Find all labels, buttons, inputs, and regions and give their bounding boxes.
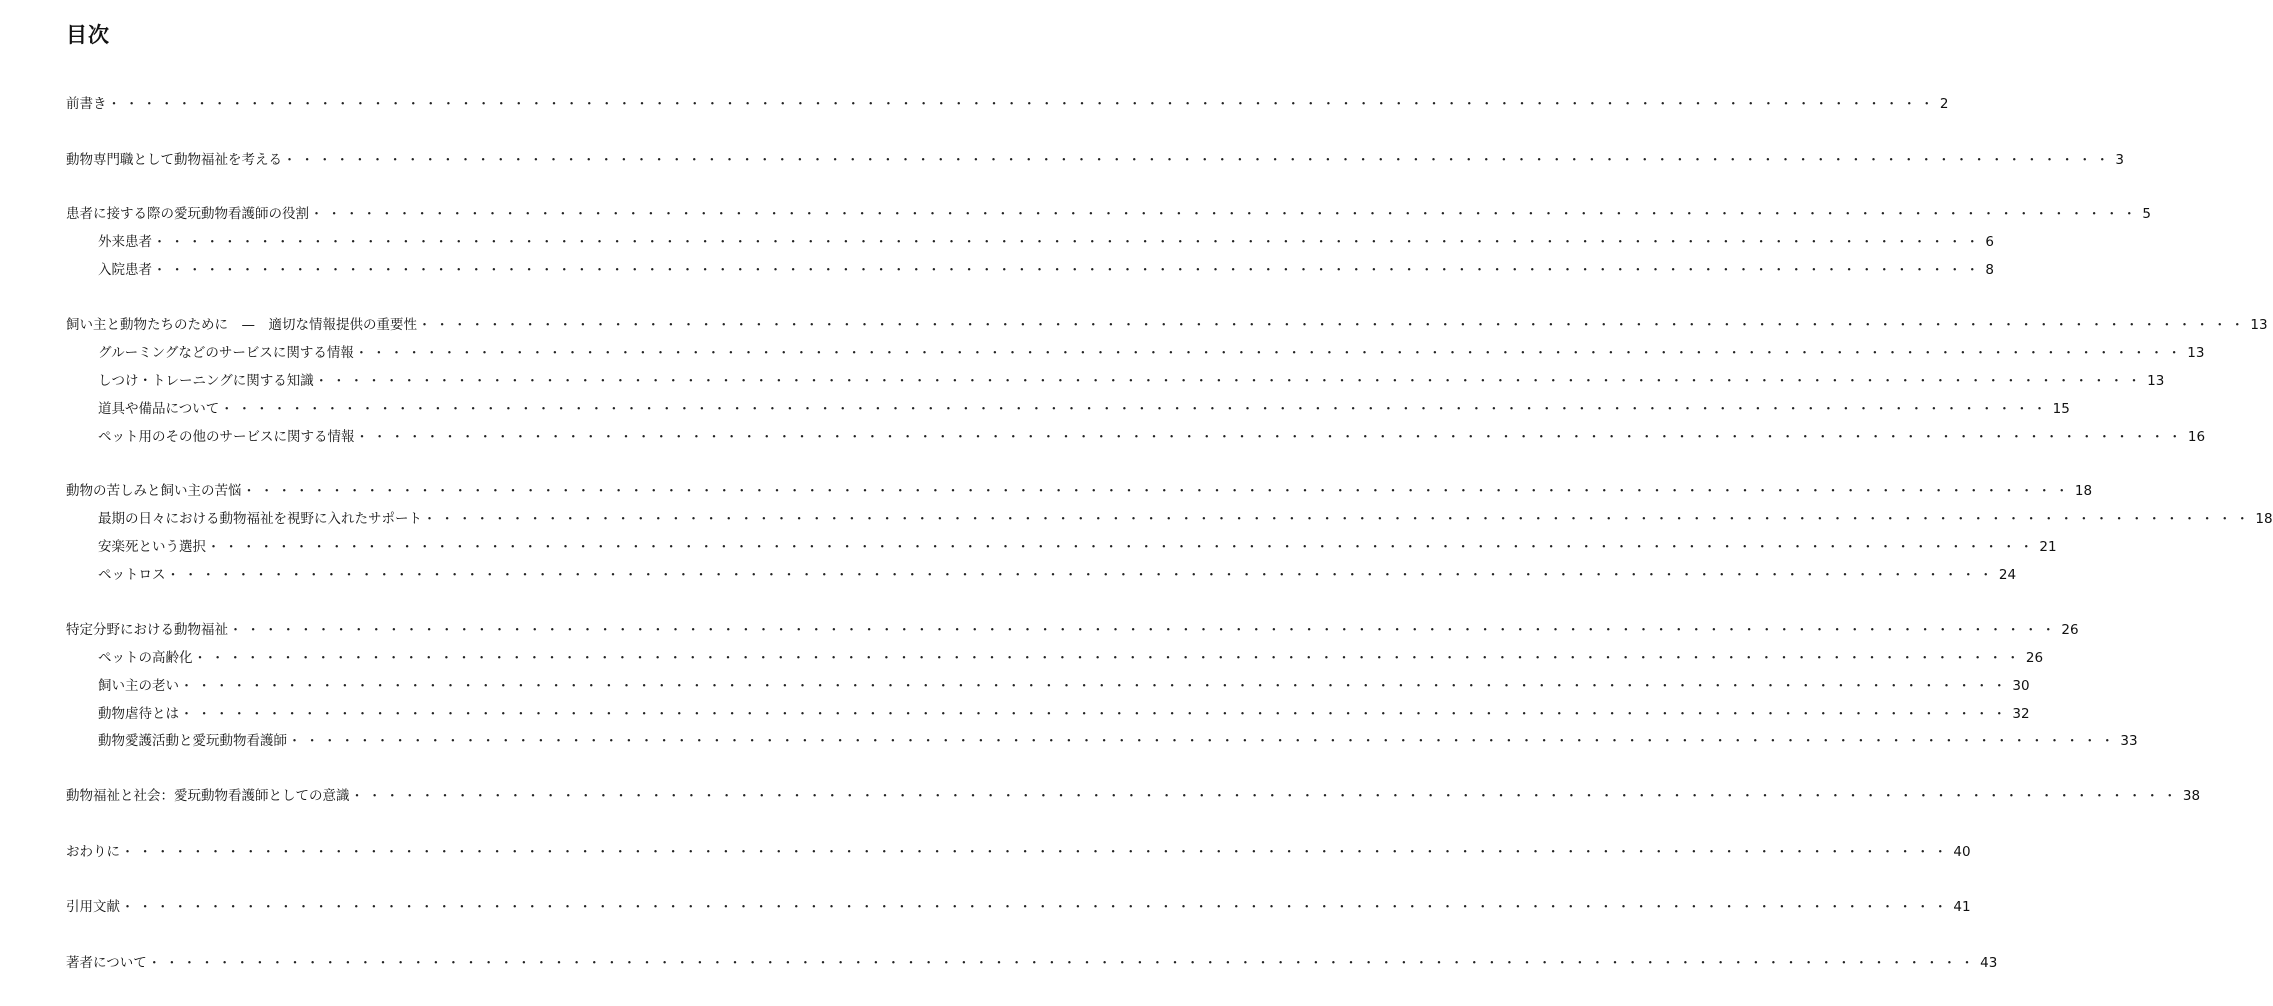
toc-entry[interactable] (66, 786, 2201, 806)
toc-dot-leader: ・・・・・・・・・・・・・・・・・・・・・・・・・・・・・・・・・・・・・・・・・・・・・・・・・・・・・・・・・・・・・・・・・・・・・・・・・・・・・・・・・・・・・・・・・・・・・・・・・・・・・・・・ (423, 512, 2254, 527)
toc-entry[interactable] (66, 204, 2151, 224)
toc-page-number: 33 (2120, 733, 2138, 749)
toc-subentry[interactable] (98, 399, 2070, 419)
page-title: 目次 (66, 23, 110, 47)
toc-page-number: 2 (1939, 96, 1949, 112)
toc-subentry[interactable] (98, 343, 2205, 363)
toc-dot-leader: ・・・・・・・・・・・・・・・・・・・・・・・・・・・・・・・・・・・・・・・・・・・・・・・・・・・・・・・・・・・・・・・・・・・・・・・・・・・・・・・・・・・・・・・・・・・・・・・・・・・・・・・・ (229, 623, 2060, 638)
toc-dot-leader: ・・・・・・・・・・・・・・・・・・・・・・・・・・・・・・・・・・・・・・・・・・・・・・・・・・・・・・・・・・・・・・・・・・・・・・・・・・・・・・・・・・・・・・・・・・・・・・・・・・・・・・・・ (350, 789, 2181, 804)
toc-entry-label: 前書き (66, 96, 107, 112)
toc-subentry[interactable] (98, 232, 1994, 252)
toc-page-number: 5 (2142, 206, 2151, 222)
toc-entry-label: ペット用のその他のサービスに関する情報 (98, 429, 355, 445)
toc-page-number: 18 (2074, 483, 2093, 499)
toc-page-number: 26 (2061, 622, 2079, 638)
toc-dot-leader: ・・・・・・・・・・・・・・・・・・・・・・・・・・・・・・・・・・・・・・・・・・・・・・・・・・・・・・・・・・・・・・・・・・・・・・・・・・・・・・・・・・・・・・・・・・・・・・・・・・・・・・・・ (153, 263, 1984, 278)
toc-page-number: 41 (1953, 899, 1971, 915)
toc-dot-leader: ・・・・・・・・・・・・・・・・・・・・・・・・・・・・・・・・・・・・・・・・・・・・・・・・・・・・・・・・・・・・・・・・・・・・・・・・・・・・・・・・・・・・・・・・・・・・・・・・・・・・・・・・ (180, 679, 2011, 694)
toc-subentry[interactable] (98, 565, 2017, 585)
toc-subentry[interactable] (98, 676, 2030, 696)
toc-page-number: 30 (2012, 678, 2030, 694)
toc-entry[interactable] (66, 315, 2268, 335)
toc-subentry[interactable] (98, 260, 1994, 280)
toc-dot-leader: ・・・・・・・・・・・・・・・・・・・・・・・・・・・・・・・・・・・・・・・・・・・・・・・・・・・・・・・・・・・・・・・・・・・・・・・・・・・・・・・・・・・・・・・・・・・・・・・・・・・・・・・・ (354, 346, 2186, 361)
toc-entry-label: しつけ・トレーニングに関する知識 (98, 373, 314, 389)
toc-subentry[interactable] (98, 537, 2057, 557)
toc-dot-leader: ・・・・・・・・・・・・・・・・・・・・・・・・・・・・・・・・・・・・・・・・・・・・・・・・・・・・・・・・・・・・・・・・・・・・・・・・・・・・・・・・・・・・・・・・・・・・・・・・・・・・・・・・ (418, 318, 2249, 333)
toc-dot-leader: ・・・・・・・・・・・・・・・・・・・・・・・・・・・・・・・・・・・・・・・・・・・・・・・・・・・・・・・・・・・・・・・・・・・・・・・・・・・・・・・・・・・・・・・・・・・・・・・・・・・・・・・・ (107, 97, 1938, 112)
toc-dot-leader: ・・・・・・・・・・・・・・・・・・・・・・・・・・・・・・・・・・・・・・・・・・・・・・・・・・・・・・・・・・・・・・・・・・・・・・・・・・・・・・・・・・・・・・・・・・・・・・・・・・・・・・・・ (166, 568, 1997, 583)
toc-entry[interactable] (66, 150, 2124, 170)
toc-page-number: 24 (1998, 567, 2017, 583)
toc-entry-label: 動物虐待とは (98, 706, 179, 722)
toc-subentry[interactable] (98, 704, 2030, 724)
toc-dot-leader: ・・・・・・・・・・・・・・・・・・・・・・・・・・・・・・・・・・・・・・・・・・・・・・・・・・・・・・・・・・・・・・・・・・・・・・・・・・・・・・・・・・・・・・・・・・・・・・・・・・・・・・・・ (121, 900, 1952, 915)
toc-dot-leader: ・・・・・・・・・・・・・・・・・・・・・・・・・・・・・・・・・・・・・・・・・・・・・・・・・・・・・・・・・・・・・・・・・・・・・・・・・・・・・・・・・・・・・・・・・・・・・・・・・・・・・・・・ (180, 707, 2011, 722)
toc-subentry[interactable] (98, 509, 2273, 529)
toc-entry-label: 入院患者 (98, 262, 152, 278)
toc-page-number: 21 (2039, 539, 2057, 555)
toc-entry-label: 動物福祉と社会：愛玩動物看護師としての意識 (66, 788, 350, 804)
toc-dot-leader: ・・・・・・・・・・・・・・・・・・・・・・・・・・・・・・・・・・・・・・・・・・・・・・・・・・・・・・・・・・・・・・・・・・・・・・・・・・・・・・・・・・・・・・・・・・・・・・・・・・・・・・・・ (153, 235, 1984, 250)
toc-page-number: 8 (1985, 262, 1994, 278)
toc-entry-label: 飼い主と動物たちのために — 適切な情報提供の重要性 (66, 317, 417, 333)
toc-entry-label: 安楽死という選択 (98, 539, 206, 555)
toc-entry[interactable] (66, 953, 1998, 973)
toc-dot-leader: ・・・・・・・・・・・・・・・・・・・・・・・・・・・・・・・・・・・・・・・・・・・・・・・・・・・・・・・・・・・・・・・・・・・・・・・・・・・・・・・・・・・・・・・・・・・・・・・・・・・・・・・・ (147, 956, 1979, 971)
toc-dot-leader: ・・・・・・・・・・・・・・・・・・・・・・・・・・・・・・・・・・・・・・・・・・・・・・・・・・・・・・・・・・・・・・・・・・・・・・・・・・・・・・・・・・・・・・・・・・・・・・・・・・・・・・・・ (193, 651, 2024, 666)
toc-page-number: 38 (2182, 788, 2201, 804)
toc-entry-label: 特定分野における動物福祉 (66, 622, 228, 638)
toc-entry-label: 著者について (66, 955, 147, 971)
toc-entry[interactable] (66, 842, 1971, 862)
toc-entry-label: おわりに (66, 844, 120, 860)
toc-dot-leader: ・・・・・・・・・・・・・・・・・・・・・・・・・・・・・・・・・・・・・・・・・・・・・・・・・・・・・・・・・・・・・・・・・・・・・・・・・・・・・・・・・・・・・・・・・・・・・・・・・・・・・・・・ (314, 374, 2146, 389)
toc-page-number: 40 (1953, 844, 1971, 860)
toc-entry-label: ペットの高齢化 (98, 650, 193, 666)
toc-page-number: 18 (2255, 511, 2273, 527)
toc-entry-label: ペットロス (98, 567, 166, 583)
toc-entry[interactable] (66, 481, 2093, 501)
toc-dot-leader: ・・・・・・・・・・・・・・・・・・・・・・・・・・・・・・・・・・・・・・・・・・・・・・・・・・・・・・・・・・・・・・・・・・・・・・・・・・・・・・・・・・・・・・・・・・・・・・・・・・・・・・・・ (121, 845, 1952, 860)
toc-entry-label: 動物の苦しみと飼い主の苦悩 (66, 483, 242, 499)
toc-entry[interactable] (66, 620, 2079, 640)
toc-entry-label: 引用文献 (66, 899, 120, 915)
toc-page-number: 15 (2052, 401, 2070, 417)
toc-dot-leader: ・・・・・・・・・・・・・・・・・・・・・・・・・・・・・・・・・・・・・・・・・・・・・・・・・・・・・・・・・・・・・・・・・・・・・・・・・・・・・・・・・・・・・・・・・・・・・・・・・・・・・・・・ (355, 430, 2186, 445)
toc-dot-leader: ・・・・・・・・・・・・・・・・・・・・・・・・・・・・・・・・・・・・・・・・・・・・・・・・・・・・・・・・・・・・・・・・・・・・・・・・・・・・・・・・・・・・・・・・・・・・・・・・・・・・・・・・ (283, 153, 2114, 168)
toc-entry-label: 患者に接する際の愛玩動物看護師の役割 (66, 206, 309, 222)
toc-page-number: 26 (2025, 650, 2044, 666)
toc-page-number: 13 (2187, 345, 2205, 361)
toc-subentry[interactable] (98, 427, 2206, 447)
toc-page-number: 3 (2115, 152, 2124, 168)
toc-subentry[interactable] (98, 648, 2044, 668)
toc-subentry[interactable] (98, 371, 2165, 391)
toc-entry-label: 道具や備品について (98, 401, 220, 417)
toc-entry[interactable] (66, 897, 1971, 917)
toc-dot-leader: ・・・・・・・・・・・・・・・・・・・・・・・・・・・・・・・・・・・・・・・・・・・・・・・・・・・・・・・・・・・・・・・・・・・・・・・・・・・・・・・・・・・・・・・・・・・・・・・・・・・・・・・・ (288, 734, 2119, 749)
toc-entry-label: グルーミングなどのサービスに関する情報 (98, 345, 354, 361)
toc-entry-label: 動物愛護活動と愛玩動物看護師 (98, 733, 287, 749)
toc-dot-leader: ・・・・・・・・・・・・・・・・・・・・・・・・・・・・・・・・・・・・・・・・・・・・・・・・・・・・・・・・・・・・・・・・・・・・・・・・・・・・・・・・・・・・・・・・・・・・・・・・・・・・・・・・ (310, 207, 2141, 222)
toc-entry-label: 動物専門職として動物福祉を考える (66, 152, 282, 168)
toc-dot-leader: ・・・・・・・・・・・・・・・・・・・・・・・・・・・・・・・・・・・・・・・・・・・・・・・・・・・・・・・・・・・・・・・・・・・・・・・・・・・・・・・・・・・・・・・・・・・・・・・・・・・・・・・・ (207, 540, 2038, 555)
toc-page-number: 32 (2012, 706, 2030, 722)
toc-subentry[interactable] (98, 731, 2138, 751)
toc-page-number: 13 (2250, 317, 2268, 333)
toc-page-number: 43 (1980, 955, 1998, 971)
toc-entry-label: 飼い主の老い (98, 678, 179, 694)
toc-entry-label: 最期の日々における動物福祉を視野に入れたサポート (98, 511, 422, 527)
toc-dot-leader: ・・・・・・・・・・・・・・・・・・・・・・・・・・・・・・・・・・・・・・・・・・・・・・・・・・・・・・・・・・・・・・・・・・・・・・・・・・・・・・・・・・・・・・・・・・・・・・・・・・・・・・・・ (220, 402, 2051, 417)
toc-dot-leader: ・・・・・・・・・・・・・・・・・・・・・・・・・・・・・・・・・・・・・・・・・・・・・・・・・・・・・・・・・・・・・・・・・・・・・・・・・・・・・・・・・・・・・・・・・・・・・・・・・・・・・・・・ (242, 484, 2073, 499)
toc-page-number: 6 (1985, 234, 1994, 250)
toc-page-number: 13 (2147, 373, 2165, 389)
toc-entry[interactable] (66, 94, 1949, 114)
toc-entry-label: 外来患者 (98, 234, 152, 250)
toc-page-number: 16 (2187, 429, 2206, 445)
